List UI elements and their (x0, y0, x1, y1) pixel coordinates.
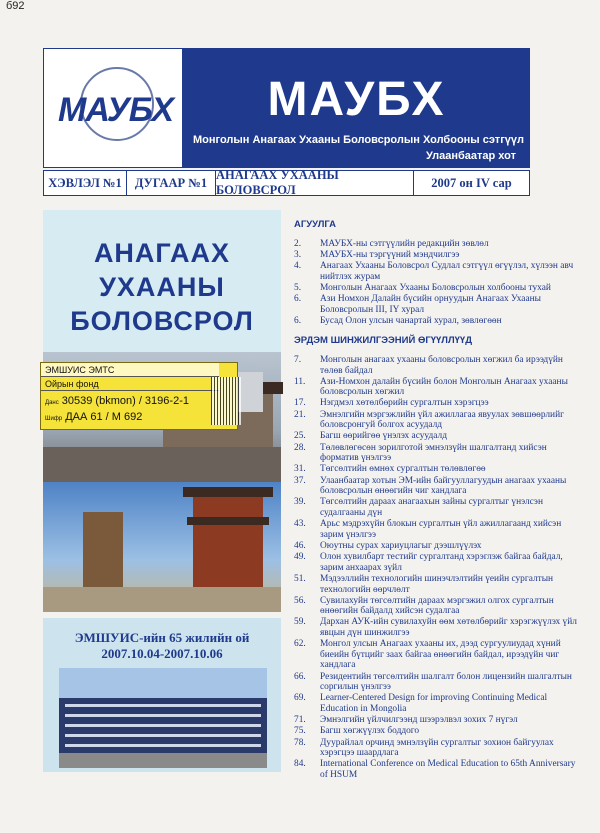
cover-title-line-2: УХААНЫ (99, 272, 225, 302)
toc-entry (294, 693, 584, 714)
toc-page-number: 28. (294, 442, 306, 453)
table-of-contents (294, 220, 584, 781)
toc-page-number: 31. (294, 464, 306, 475)
cover-title-line-1: АНАГААХ (93, 238, 231, 268)
cover-photo-monuments (43, 482, 281, 612)
toc-page-number: 84. (294, 759, 306, 770)
toc-page-number: 3. (294, 249, 302, 260)
anniversary-box (43, 618, 281, 772)
journal-subtitle: Монголын Анагаах Ухааны Боловсролын Холбооны сэтгүүл (192, 134, 524, 146)
library-sticker (40, 362, 238, 430)
toc-entry (294, 294, 584, 315)
toc-page-number: 46. (294, 540, 306, 551)
toc-entry (294, 377, 584, 398)
toc-entry (294, 283, 584, 294)
toc-page-number: 17. (294, 398, 306, 409)
hospital-photo (59, 668, 267, 768)
toc-page-number: 25. (294, 431, 306, 442)
cover-title (43, 210, 281, 352)
toc-entry-title: Сувилахуйн төгсөлтийн дараах мэргэжил олгох сургалтын өнөөгийн байдалд хийсэн судалгаа (320, 595, 554, 617)
toc-entry-title: Эмнэлгийн үйлчилгээнд шээрэлвэл зохих 7 нүгэл (320, 715, 518, 726)
sticker-code-label: Шифр (45, 416, 63, 422)
library-stamp: б92 (6, 0, 25, 12)
journal-city: Улаанбаатар хот (425, 150, 516, 162)
sticker-inventory-label: Данс (45, 400, 59, 406)
toc-entry (294, 431, 584, 442)
toc-entry-title: Олон хувилбарт тестийг сургалтанд хэрэглэж байгаа байдал, зарим анхаарах зүйл (320, 552, 563, 573)
toc-entry-title: МАУБХ-ны сэтгүүлийн редакцийн зөвлөл (320, 238, 489, 249)
issue-bar (43, 170, 530, 196)
toc-entry-title: Бусад Олон улсын чанартай хурал, зөвлөгөөн (320, 315, 502, 326)
toc-page-number: 7. (294, 354, 302, 365)
toc-page-number: 39. (294, 497, 306, 508)
journal-header (43, 48, 530, 168)
toc-entry-title: Монголын Анагаах Ухааны Боловсролын холбооны тухай (320, 282, 551, 293)
toc-entry (294, 398, 584, 409)
toc-entry-title: Нэгдмэл хөтөлбөрийн сургалтын хэрэгцээ (320, 398, 489, 409)
toc-entry-title: Багш хөгжүүлэх боддого (320, 726, 420, 737)
toc-entry (294, 355, 584, 376)
toc-entry (294, 410, 584, 431)
toc-page-number: 4. (294, 260, 302, 271)
toc-page-number: 66. (294, 671, 306, 682)
toc-page-number: 56. (294, 595, 306, 606)
toc-entry-title: Learner-Centered Design for improving Continuing Medical Education in Mongolia (320, 693, 548, 714)
sticker-code-value: ДАА 61 / М 692 (65, 411, 143, 423)
toc-page-number: 37. (294, 475, 306, 486)
toc-entry (294, 552, 584, 573)
toc-page-number: 75. (294, 726, 306, 737)
toc-entry-title: Төлөвлөгөсөн зорилготой эмнэлзүйн шалгалтанд хийсэн форматив үнэлгээ (320, 442, 547, 464)
issue-date: 2007 он IV сар (431, 175, 512, 190)
toc-page-number: 69. (294, 693, 306, 704)
toc-entry-title: International Conference on Medical Education to 65th Anniversary of HSUM (320, 759, 576, 780)
toc-entry (294, 464, 584, 475)
toc-entry (294, 261, 584, 282)
issue-number: ДУГААР №1 (127, 171, 216, 195)
anniversary-dates: 2007.10.04-2007.10.06 (101, 646, 223, 661)
toc-page-number: 59. (294, 617, 306, 628)
toc-page-number: 43. (294, 519, 306, 530)
toc-entry (294, 596, 584, 617)
toc-entry (294, 672, 584, 693)
toc-entry-title: Ази Номхон Далайн бүсийн орнуудын Анагаах Ухааны Боловсролын III, IY хурал (320, 293, 541, 315)
toc-page-number: 6. (294, 315, 302, 326)
toc-page-number: 5. (294, 282, 302, 293)
toc-entry-title: Дуурайлал орчинд эмнэлзүйн сургалтыг зохион байгуулах хэрэгцээ шаардлага (320, 737, 554, 759)
toc-entry (294, 738, 584, 759)
toc-entry-title: Төгсөлтийн дараах анагаахын зайны сургалтыг үнэлсэн судалгааны дүн (320, 497, 543, 518)
toc-entry-title: МАУБХ-ны тэргүүний мэндчилгээ (320, 249, 460, 260)
cover-left-column (43, 210, 281, 772)
toc-entry (294, 250, 584, 261)
toc-entry-title: Дархан АУК-ийн сувилахуйн өөм хөтөлбөрийг хэрэгжүүлэх үйл явцын дүн шинжилгээ (320, 617, 577, 639)
toc-entry (294, 476, 584, 497)
toc-page-number: 21. (294, 409, 306, 420)
toc-entry-title: Анагаах Ухааны Боловсрол Судлал сэтгүүл өгүүлэл, хүлээн авч нийтлэх журам (320, 260, 574, 282)
toc-heading: АГУУЛГА (294, 219, 337, 230)
toc-entry-title: Багш өөрийгөө үнэлэх асуудалд (320, 431, 447, 442)
toc-section-1 (294, 239, 584, 327)
toc-entry (294, 239, 584, 250)
toc-entry-title: Эмнэлгийн мэргэжлийн үйл ажиллагаа явуулах зөвшөөрлийг боловсронгуй болгох асуудалд (320, 409, 564, 431)
toc-entry (294, 316, 584, 327)
toc-entry (294, 726, 584, 737)
journal-title: МАУБХ (267, 73, 446, 126)
toc-entry (294, 715, 584, 726)
toc-entry-title: Төгсөлтийн өмнөх сургалтын төлөвлөгөө (320, 464, 486, 475)
cover-title-line-3: БОЛОВСРОЛ (70, 306, 254, 336)
toc-research-heading: ЭРДЭМ ШИНЖИЛГЭЭНИЙ ӨГҮҮЛЛҮҮД (294, 335, 472, 347)
toc-page-number: 62. (294, 639, 306, 650)
logo-text: МАУБХ (58, 91, 174, 129)
toc-entry-title: Ази-Номхон далайн бүсийн болон Монголын Анагаах ухааны боловсролын хөгжил (320, 376, 568, 398)
toc-page-number: 51. (294, 573, 306, 584)
toc-entry-title: Монгол улсын Анагаах ухааны их, дээд сургуулиудад хүний биеийн бүтцийг заах байгаа өнөөгийн байдал, ирээдүйн чиг хандлага (320, 639, 561, 671)
title-banner (183, 48, 530, 168)
toc-page-number: 6. (294, 293, 302, 304)
sticker-org: ЭМШУИС ЭМТС (41, 363, 219, 377)
journal-logo (43, 48, 183, 168)
toc-page-number: 2. (294, 238, 302, 249)
toc-entry (294, 639, 584, 671)
toc-page-number: 49. (294, 552, 306, 563)
sticker-inventory (41, 395, 189, 407)
toc-page-number: 78. (294, 737, 306, 748)
sticker-barcode (211, 377, 241, 425)
toc-entry-title: Оюутны сурах хариуцлагыг дээшлүүлэх (320, 540, 482, 551)
sticker-code (41, 411, 142, 423)
toc-entry (294, 443, 584, 464)
toc-entry-title: Монголын анагаах ухааны боловсролын хөгжил ба ирээдүйн төлөв байдал (320, 354, 563, 376)
toc-entry (294, 759, 584, 780)
toc-entry-title: Арьс мэдрэхүйн блокын сургалтын үйл ажиллагаанд хийсэн зарим үнэлгээ (320, 519, 562, 540)
toc-entry-title: Мэдээллийн технологийн шинэчлэлтийн үеийн сургалтын технологийн өөрчлөлт (320, 573, 554, 595)
toc-entry (294, 574, 584, 595)
toc-section-2 (294, 355, 584, 781)
anniversary-title: ЭМШУИС-ийн 65 жилийн ой (74, 630, 250, 645)
issue-volume: ХЭВЛЭЛ №1 (44, 171, 127, 195)
sticker-fund: Ойрын фонд (41, 377, 219, 391)
toc-entry-title: Резидентийн төгсөлтийн шалгалт болон лицензийн шалгалтын соргилын үнэлгээ (320, 671, 572, 693)
toc-entry-title: Улаанбаатар хотын ЭМ-ийн байгууллагуудын анагаах ухааны боловсролын өнөөгийн чиг хандлага (320, 475, 567, 497)
sticker-inventory-value: 30539 (bkmon) / 3196-2-1 (61, 395, 189, 407)
toc-page-number: 11. (294, 376, 306, 387)
issue-journal-name: АНАГААХ УХААНЫ БОЛОВСРОЛ (216, 171, 414, 195)
toc-entry (294, 541, 584, 552)
toc-entry (294, 617, 584, 638)
toc-entry (294, 497, 584, 518)
toc-entry (294, 519, 584, 540)
toc-page-number: 71. (294, 715, 306, 726)
